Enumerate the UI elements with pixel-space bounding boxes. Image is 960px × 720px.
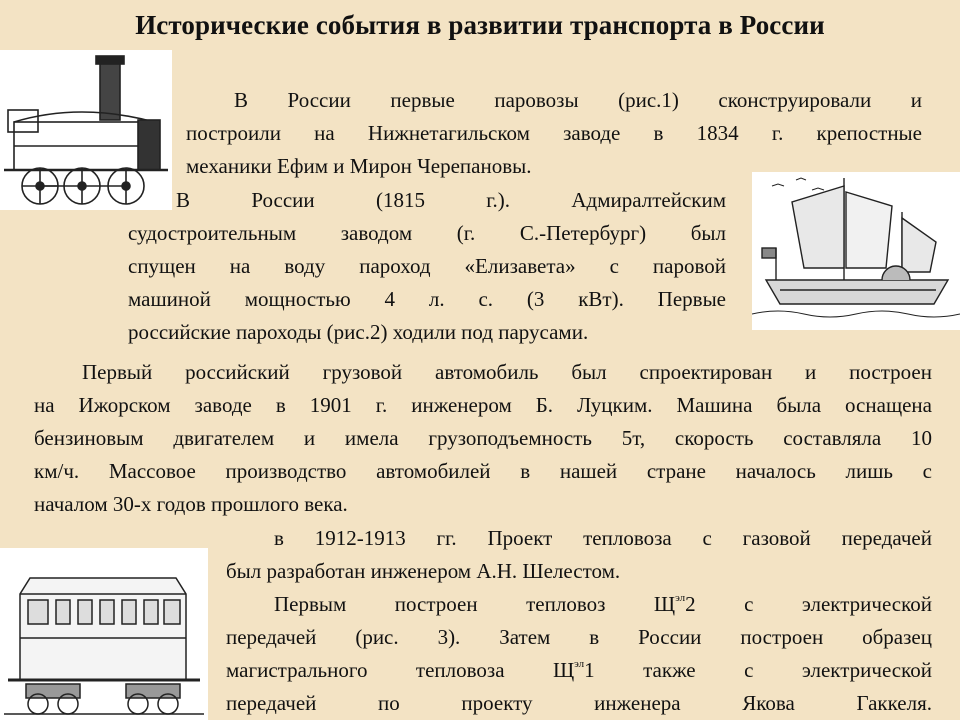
text-line: российские пароходы (рис.2) ходили под парусами. (128, 320, 589, 344)
text-line (226, 588, 932, 621)
text-line: началом 30-х годов прошлого века. (34, 492, 348, 516)
text-line: на Ижорском заводе в 1901 г. инженером Б. Луцким. Машина была оснащена (34, 393, 932, 417)
text-line (226, 522, 932, 555)
text-line-content: 2 с электрической (685, 592, 932, 616)
diesel-locomotive-image (0, 548, 208, 720)
text-line: был разработан инженером А.Н. Шелестом. (226, 559, 621, 583)
text-line: бензиновым двигателем и имела грузоподъемность 5т, скорость составляла 10 (34, 426, 932, 450)
text-line-content: в 1912-1913 гг. Проект тепловоза с газовой передачей (274, 526, 932, 550)
superscript: эл (574, 658, 585, 670)
text-line (186, 84, 922, 117)
text-line: машиной мощностью 4 л. с. (3 кВт). Первые (128, 287, 726, 311)
paragraph-truck (34, 356, 932, 521)
text-line (128, 184, 726, 217)
superscript: эл (675, 592, 686, 604)
paragraph-steamship (128, 184, 726, 349)
text-line-content: В России (1815 г.). Адмиралтейским (176, 188, 726, 212)
paragraph-gas-transmission (226, 522, 932, 588)
text-line-content: В России первые паровозы (рис.1) сконструировали и (234, 88, 922, 112)
text-line-content: Первым построен тепловоз Щ (274, 592, 676, 616)
paragraph-locomotive (186, 84, 922, 183)
paragraph-diesel-locomotive (226, 588, 932, 720)
diesel-locomotive-drawing (0, 548, 208, 720)
text-line-content: 1 также с электрической (584, 658, 932, 682)
text-line: построили на Нижнетагильском заводе в 1834 г. крепостные (186, 121, 922, 145)
text-line: судостроительным заводом (г. С.-Петербург) был (128, 221, 726, 245)
text-line-content: Первый российский грузовой автомобиль был спроектирован и построен (82, 360, 932, 384)
text-line (226, 654, 932, 687)
steamship-image (752, 172, 960, 330)
text-line (34, 356, 932, 389)
text-line: передачей по проекту инженера Якова Гаккеля. (226, 691, 932, 715)
page-title: Исторические события в развитии транспорта в России (135, 10, 825, 40)
text-line: спущен на воду пароход «Елизавета» с паровой (128, 254, 726, 278)
text-line-content: магистрального тепловоза Щ (226, 658, 575, 682)
text-line: км/ч. Массовое производство автомобилей в нашей стране началось лишь с (34, 459, 932, 483)
text-line: механики Ефим и Мирон Черепановы. (186, 154, 532, 178)
text-line: передачей (рис. 3). Затем в России построен образец (226, 625, 932, 649)
steamship-drawing (752, 172, 960, 330)
